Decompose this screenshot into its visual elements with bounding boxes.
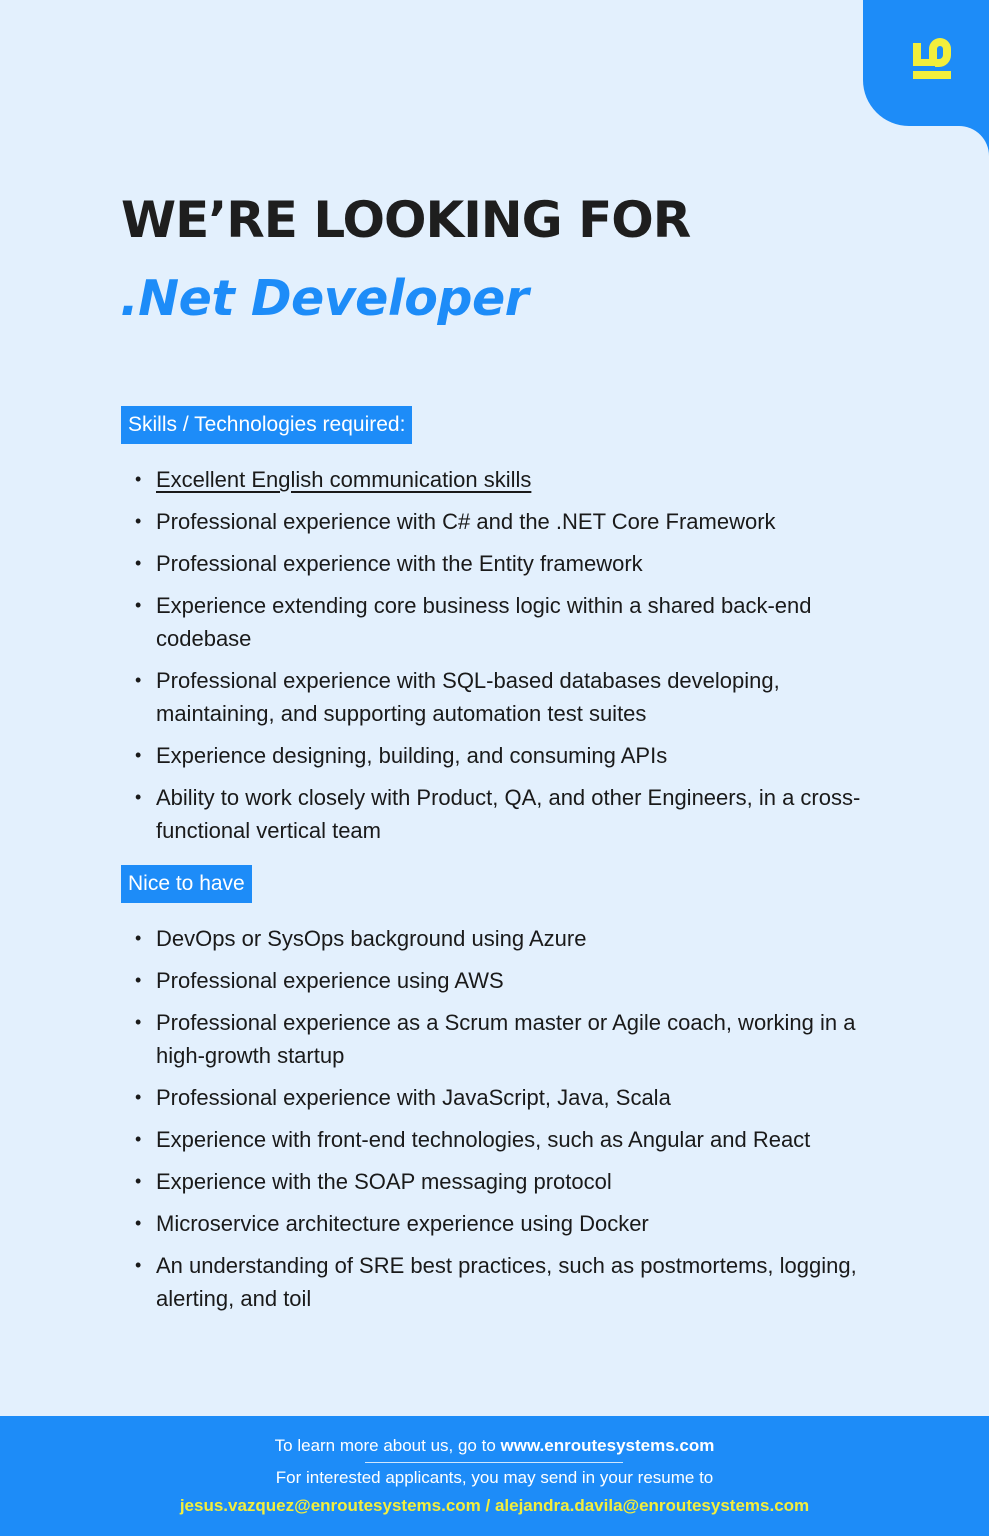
list-item: • Professional experience using AWS bbox=[156, 964, 876, 997]
learn-more-text: To learn more about us, go to bbox=[274, 1436, 501, 1455]
list-item: • Ability to work closely with Product, QA, and other Engineers, in a cross-functional vertical team bbox=[156, 781, 876, 847]
list-item: • Professional experience with C# and the .NET Core Framework bbox=[156, 505, 876, 538]
applicants-text: For interested applicants, you may send in your resume to bbox=[275, 1468, 714, 1487]
website-link[interactable]: www.enroutesystems.com bbox=[500, 1436, 715, 1455]
list-item: • DevOps or SysOps background using Azure bbox=[156, 922, 876, 955]
list-item: • Professional experience as a Scrum master or Agile coach, working in a high-growth startup bbox=[156, 1006, 876, 1072]
list-item: • Experience with the SOAP messaging protocol bbox=[156, 1165, 876, 1198]
list-item[interactable] bbox=[156, 463, 876, 496]
list-item: • Experience with front-end technologies, such as Angular and React bbox=[156, 1123, 876, 1156]
skills-list bbox=[156, 463, 876, 856]
learn-more-line bbox=[0, 1436, 989, 1456]
skills-heading: Skills / Technologies required: bbox=[121, 406, 412, 444]
page-title: WE’RE LOOKING FOR bbox=[121, 191, 691, 249]
list-item: • Professional experience with SQL-based databases developing, maintaining, and supporting automation test suites bbox=[156, 664, 876, 730]
list-item: • Experience extending core business logic within a shared back-end codebase bbox=[156, 589, 876, 655]
list-item: • Microservice architecture experience using Docker bbox=[156, 1207, 876, 1240]
footer-divider bbox=[365, 1462, 623, 1463]
footer bbox=[0, 1416, 989, 1536]
job-title: .Net Developer bbox=[120, 270, 529, 327]
nice-to-have-list bbox=[156, 922, 876, 1324]
list-item: • Experience designing, building, and consuming APIs bbox=[156, 739, 876, 772]
enroute-logo-icon bbox=[908, 36, 956, 84]
contact-emails[interactable]: jesus.vazquez@enroutesystems.com / alejandra.davila@enroutesystems.com bbox=[179, 1496, 810, 1515]
nice-to-have-heading: Nice to have bbox=[121, 865, 252, 903]
list-item: • Professional experience with the Entity framework bbox=[156, 547, 876, 580]
corner-curve bbox=[959, 126, 989, 170]
list-item: • Professional experience with JavaScript, Java, Scala bbox=[156, 1081, 876, 1114]
skill-link[interactable]: Excellent English communication skills bbox=[156, 467, 532, 492]
list-item: • An understanding of SRE best practices, such as postmortems, logging, alerting, and toil bbox=[156, 1249, 876, 1315]
